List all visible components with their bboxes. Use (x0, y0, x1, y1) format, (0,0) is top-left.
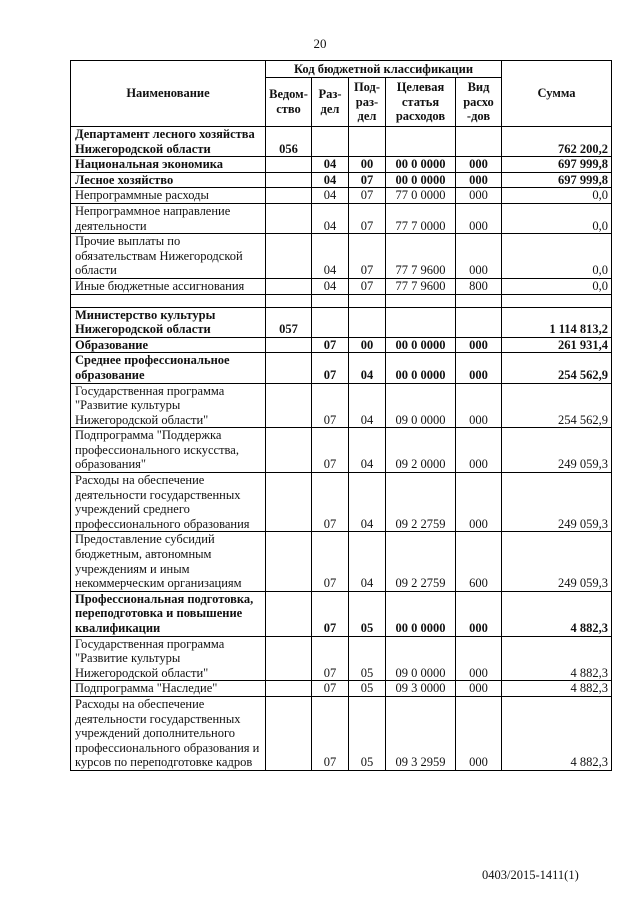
row-dept (266, 353, 312, 383)
table-row (71, 636, 612, 681)
row-section: 04 (312, 203, 349, 233)
row-section: 07 (312, 337, 349, 353)
row-subsection: 04 (349, 383, 386, 428)
table-row (71, 157, 612, 173)
row-target: 00 0 0000 (386, 157, 456, 173)
row-name: Национальная экономика (71, 157, 266, 173)
row-sum: 0,0 (502, 278, 612, 294)
spacer-cell (386, 294, 456, 307)
row-target: 77 7 9600 (386, 234, 456, 279)
row-name: Непрограммные расходы (71, 188, 266, 204)
row-exp-type: 000 (456, 428, 502, 473)
row-subsection: 05 (349, 591, 386, 636)
row-name: Подпрограмма "Наследие" (71, 681, 266, 697)
row-section: 07 (312, 353, 349, 383)
row-exp-type: 000 (456, 188, 502, 204)
row-section: 07 (312, 383, 349, 428)
row-exp-type (456, 127, 502, 157)
row-exp-type: 000 (456, 234, 502, 279)
table-row (71, 353, 612, 383)
row-target: 09 3 2959 (386, 696, 456, 770)
row-name: Расходы на обеспечение деятельности государственных учреждений среднего профессионального образования (71, 473, 266, 532)
row-dept: 057 (266, 307, 312, 337)
row-exp-type (456, 307, 502, 337)
row-target: 00 0 0000 (386, 591, 456, 636)
row-dept (266, 157, 312, 173)
row-target: 09 0 0000 (386, 636, 456, 681)
row-name: Министерство культуры Нижегородской области (71, 307, 266, 337)
row-sum: 4 882,3 (502, 591, 612, 636)
row-subsection: 07 (349, 203, 386, 233)
row-target: 09 0 0000 (386, 383, 456, 428)
row-subsection: 05 (349, 681, 386, 697)
spacer-cell (502, 294, 612, 307)
row-name: Государственная программа "Развитие культуры Нижегородской области" (71, 383, 266, 428)
row-target: 09 3 0000 (386, 681, 456, 697)
row-name: Среднее профессиональное образование (71, 353, 266, 383)
row-name: Непрограммное направление деятельности (71, 203, 266, 233)
row-name: Государственная программа "Развитие культуры Нижегородской области" (71, 636, 266, 681)
row-section (312, 127, 349, 157)
row-sum: 4 882,3 (502, 696, 612, 770)
row-name: Расходы на обеспечение деятельности государственных учреждений дополнительного профессионального образования и курсов по переподготовке кадров (71, 696, 266, 770)
table-body (71, 127, 612, 771)
row-subsection: 04 (349, 428, 386, 473)
row-exp-type: 800 (456, 278, 502, 294)
row-dept (266, 234, 312, 279)
table-row (71, 337, 612, 353)
spacer-cell (71, 294, 266, 307)
table-row (71, 591, 612, 636)
row-name: Образование (71, 337, 266, 353)
row-dept: 056 (266, 127, 312, 157)
row-dept (266, 337, 312, 353)
row-subsection: 05 (349, 636, 386, 681)
row-target: 00 0 0000 (386, 353, 456, 383)
header-dept: Ведом-ство (266, 78, 312, 127)
table-row (71, 532, 612, 591)
header-name: Наименование (71, 61, 266, 127)
row-exp-type: 000 (456, 636, 502, 681)
header-classification-group: Код бюджетной классификации (266, 61, 502, 78)
row-sum: 261 931,4 (502, 337, 612, 353)
row-target: 00 0 0000 (386, 172, 456, 188)
row-subsection (349, 307, 386, 337)
table-row (71, 696, 612, 770)
row-name: Предоставление субсидий бюджетным, автономным учреждениям и иным некоммерческим организациям (71, 532, 266, 591)
row-subsection: 00 (349, 157, 386, 173)
row-subsection: 07 (349, 188, 386, 204)
row-target: 09 2 2759 (386, 473, 456, 532)
row-exp-type: 000 (456, 157, 502, 173)
row-section: 07 (312, 473, 349, 532)
row-sum: 254 562,9 (502, 383, 612, 428)
row-exp-type: 000 (456, 172, 502, 188)
row-subsection: 05 (349, 696, 386, 770)
spacer-row (71, 294, 612, 307)
row-target: 00 0 0000 (386, 337, 456, 353)
row-subsection: 07 (349, 172, 386, 188)
row-name: Департамент лесного хозяйства Нижегородской области (71, 127, 266, 157)
table-row (71, 428, 612, 473)
row-target: 77 7 9600 (386, 278, 456, 294)
row-section: 04 (312, 278, 349, 294)
row-name: Профессиональная подготовка, переподготовка и повышение квалификации (71, 591, 266, 636)
row-name: Прочие выплаты по обязательствам Нижегородской области (71, 234, 266, 279)
row-target: 77 7 0000 (386, 203, 456, 233)
table-row (71, 127, 612, 157)
row-target (386, 307, 456, 337)
row-section: 07 (312, 681, 349, 697)
table-row (71, 383, 612, 428)
row-section: 07 (312, 428, 349, 473)
row-sum: 762 200,2 (502, 127, 612, 157)
table-row (71, 307, 612, 337)
row-section: 07 (312, 636, 349, 681)
row-dept (266, 203, 312, 233)
row-exp-type: 000 (456, 696, 502, 770)
header-exp-type: Вид расхо -дов (456, 78, 502, 127)
row-sum: 249 059,3 (502, 532, 612, 591)
row-dept (266, 383, 312, 428)
row-exp-type: 600 (456, 532, 502, 591)
row-dept (266, 278, 312, 294)
row-section: 07 (312, 532, 349, 591)
row-dept (266, 473, 312, 532)
row-sum: 4 882,3 (502, 681, 612, 697)
row-subsection: 04 (349, 353, 386, 383)
row-dept (266, 696, 312, 770)
table-row (71, 278, 612, 294)
table-row (71, 203, 612, 233)
row-exp-type: 000 (456, 383, 502, 428)
row-section: 07 (312, 591, 349, 636)
row-subsection: 04 (349, 473, 386, 532)
table-row (71, 188, 612, 204)
row-sum: 249 059,3 (502, 428, 612, 473)
row-dept (266, 591, 312, 636)
row-sum: 0,0 (502, 188, 612, 204)
row-exp-type: 000 (456, 353, 502, 383)
row-section: 07 (312, 696, 349, 770)
row-dept (266, 681, 312, 697)
row-dept (266, 636, 312, 681)
page-number: 20 (313, 36, 327, 51)
header-target: Целевая статья расходов (386, 78, 456, 127)
row-name: Подпрограмма "Поддержка профессионального искусства, образования" (71, 428, 266, 473)
spacer-cell (312, 294, 349, 307)
header-subsection: Под-раз-дел (349, 78, 386, 127)
row-subsection: 07 (349, 278, 386, 294)
row-section: 04 (312, 157, 349, 173)
spacer-cell (456, 294, 502, 307)
table-row (71, 172, 612, 188)
row-section: 04 (312, 188, 349, 204)
row-section: 04 (312, 234, 349, 279)
row-subsection: 04 (349, 532, 386, 591)
row-exp-type: 000 (456, 591, 502, 636)
header-section: Раз-дел (312, 78, 349, 127)
row-target: 09 2 0000 (386, 428, 456, 473)
row-sum: 697 999,8 (502, 172, 612, 188)
row-sum: 0,0 (502, 203, 612, 233)
row-subsection (349, 127, 386, 157)
row-name: Иные бюджетные ассигнования (71, 278, 266, 294)
row-exp-type: 000 (456, 337, 502, 353)
row-section: 04 (312, 172, 349, 188)
row-sum: 1 114 813,2 (502, 307, 612, 337)
row-subsection: 07 (349, 234, 386, 279)
table-row (71, 234, 612, 279)
budget-table (70, 60, 612, 771)
header-sum: Сумма (502, 61, 612, 127)
row-exp-type: 000 (456, 681, 502, 697)
table-row (71, 473, 612, 532)
row-target: 09 2 2759 (386, 532, 456, 591)
row-exp-type: 000 (456, 473, 502, 532)
row-target (386, 127, 456, 157)
row-sum: 249 059,3 (502, 473, 612, 532)
row-dept (266, 172, 312, 188)
row-sum: 4 882,3 (502, 636, 612, 681)
spacer-cell (349, 294, 386, 307)
row-name: Лесное хозяйство (71, 172, 266, 188)
row-section (312, 307, 349, 337)
row-target: 77 0 0000 (386, 188, 456, 204)
table-row (71, 681, 612, 697)
row-subsection: 00 (349, 337, 386, 353)
document-code: 0403/2015-1411(1) (482, 868, 579, 882)
row-dept (266, 188, 312, 204)
row-sum: 254 562,9 (502, 353, 612, 383)
row-sum: 0,0 (502, 234, 612, 279)
row-dept (266, 532, 312, 591)
spacer-cell (266, 294, 312, 307)
row-dept (266, 428, 312, 473)
row-exp-type: 000 (456, 203, 502, 233)
row-sum: 697 999,8 (502, 157, 612, 173)
